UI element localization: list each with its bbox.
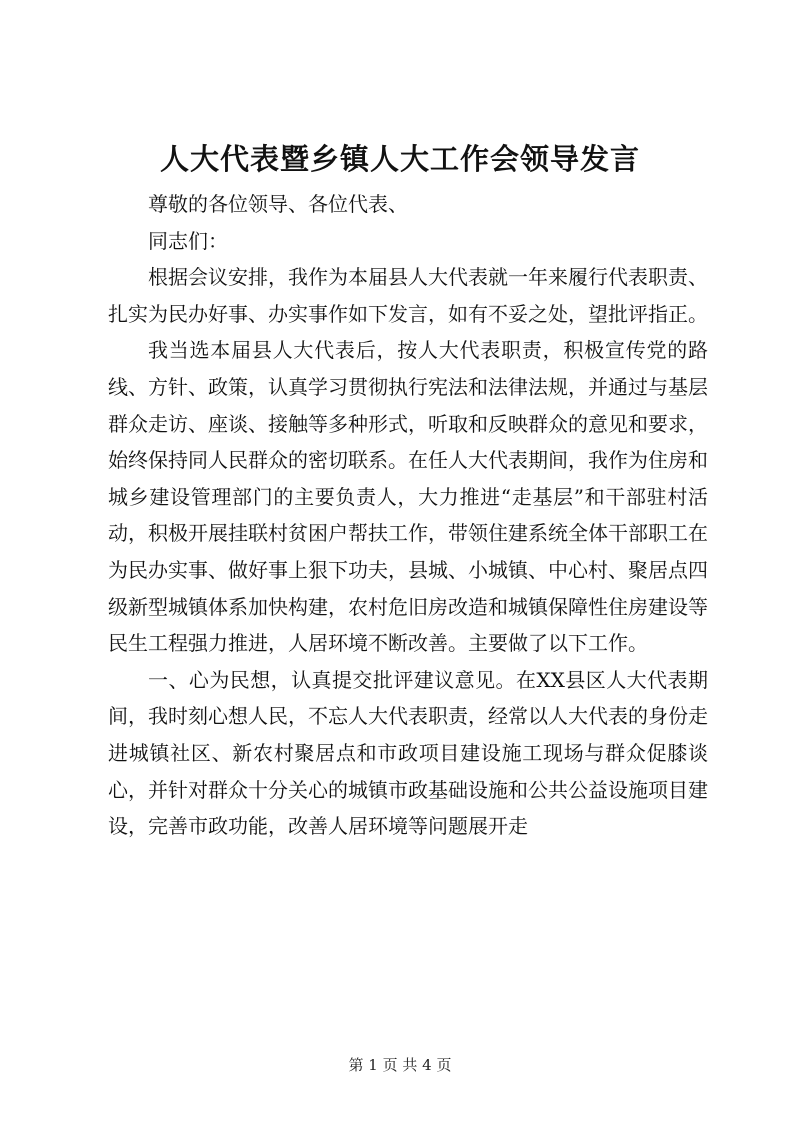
salutation-line: 尊敬的各位领导、各位代表、 (148, 192, 408, 216)
body-paragraph: 我当选本届县人大代表后，按人大代表职责，积极宣传党的路线、方针、政策，认真学习贯彻执行宪法和法律法规，并通过与基层群众走访、座谈、接触等多种形式，听取和反映群众的意见和要求，始终保持同人民群众的密切联系。在任人大代表期间，我作为住房和城乡建设管理部门的主要负责人，大力推进“走基层”和干部驻村活动，积极开展挂联村贫困户帮扶工作，带领住建系统全体干部职工在为民办实事、做好事上狠下功夫，县城、小城镇、中心村、聚居点四级新型城镇体系加快构建，农村危旧房改造和城镇保障性住房建设等民生工程强力推进，人居环境不断改善。主要做了以下工作。 (108, 338, 708, 656)
document-title: 人大代表暨乡镇人大工作会领导发言 (159, 142, 640, 176)
body-paragraph: 一、心为民想，认真提交批评建议意见。在XX县区人大代表期间，我时刻心想人民，不忘人大代表职责，经常以人大代表的身份走进城镇社区、新农村聚居点和市政项目建设施工现场与群众促膝谈心，并针对群众十分关心的城镇市政基础设施和公共公益设施项目建设，完善市政功能，改善人居环境等问题展开走 (108, 667, 708, 839)
page-number-footer: 第 1 页 共 4 页 (348, 1056, 452, 1074)
salutation-line: 同志们： (148, 228, 228, 253)
body-paragraph: 根据会议安排，我作为本届县人大代表就一年来履行代表职责、扎实为民办好事、办实事作如下发言，如有不妥之处，望批评指正。 (108, 265, 708, 326)
document-body (108, 186, 708, 845)
